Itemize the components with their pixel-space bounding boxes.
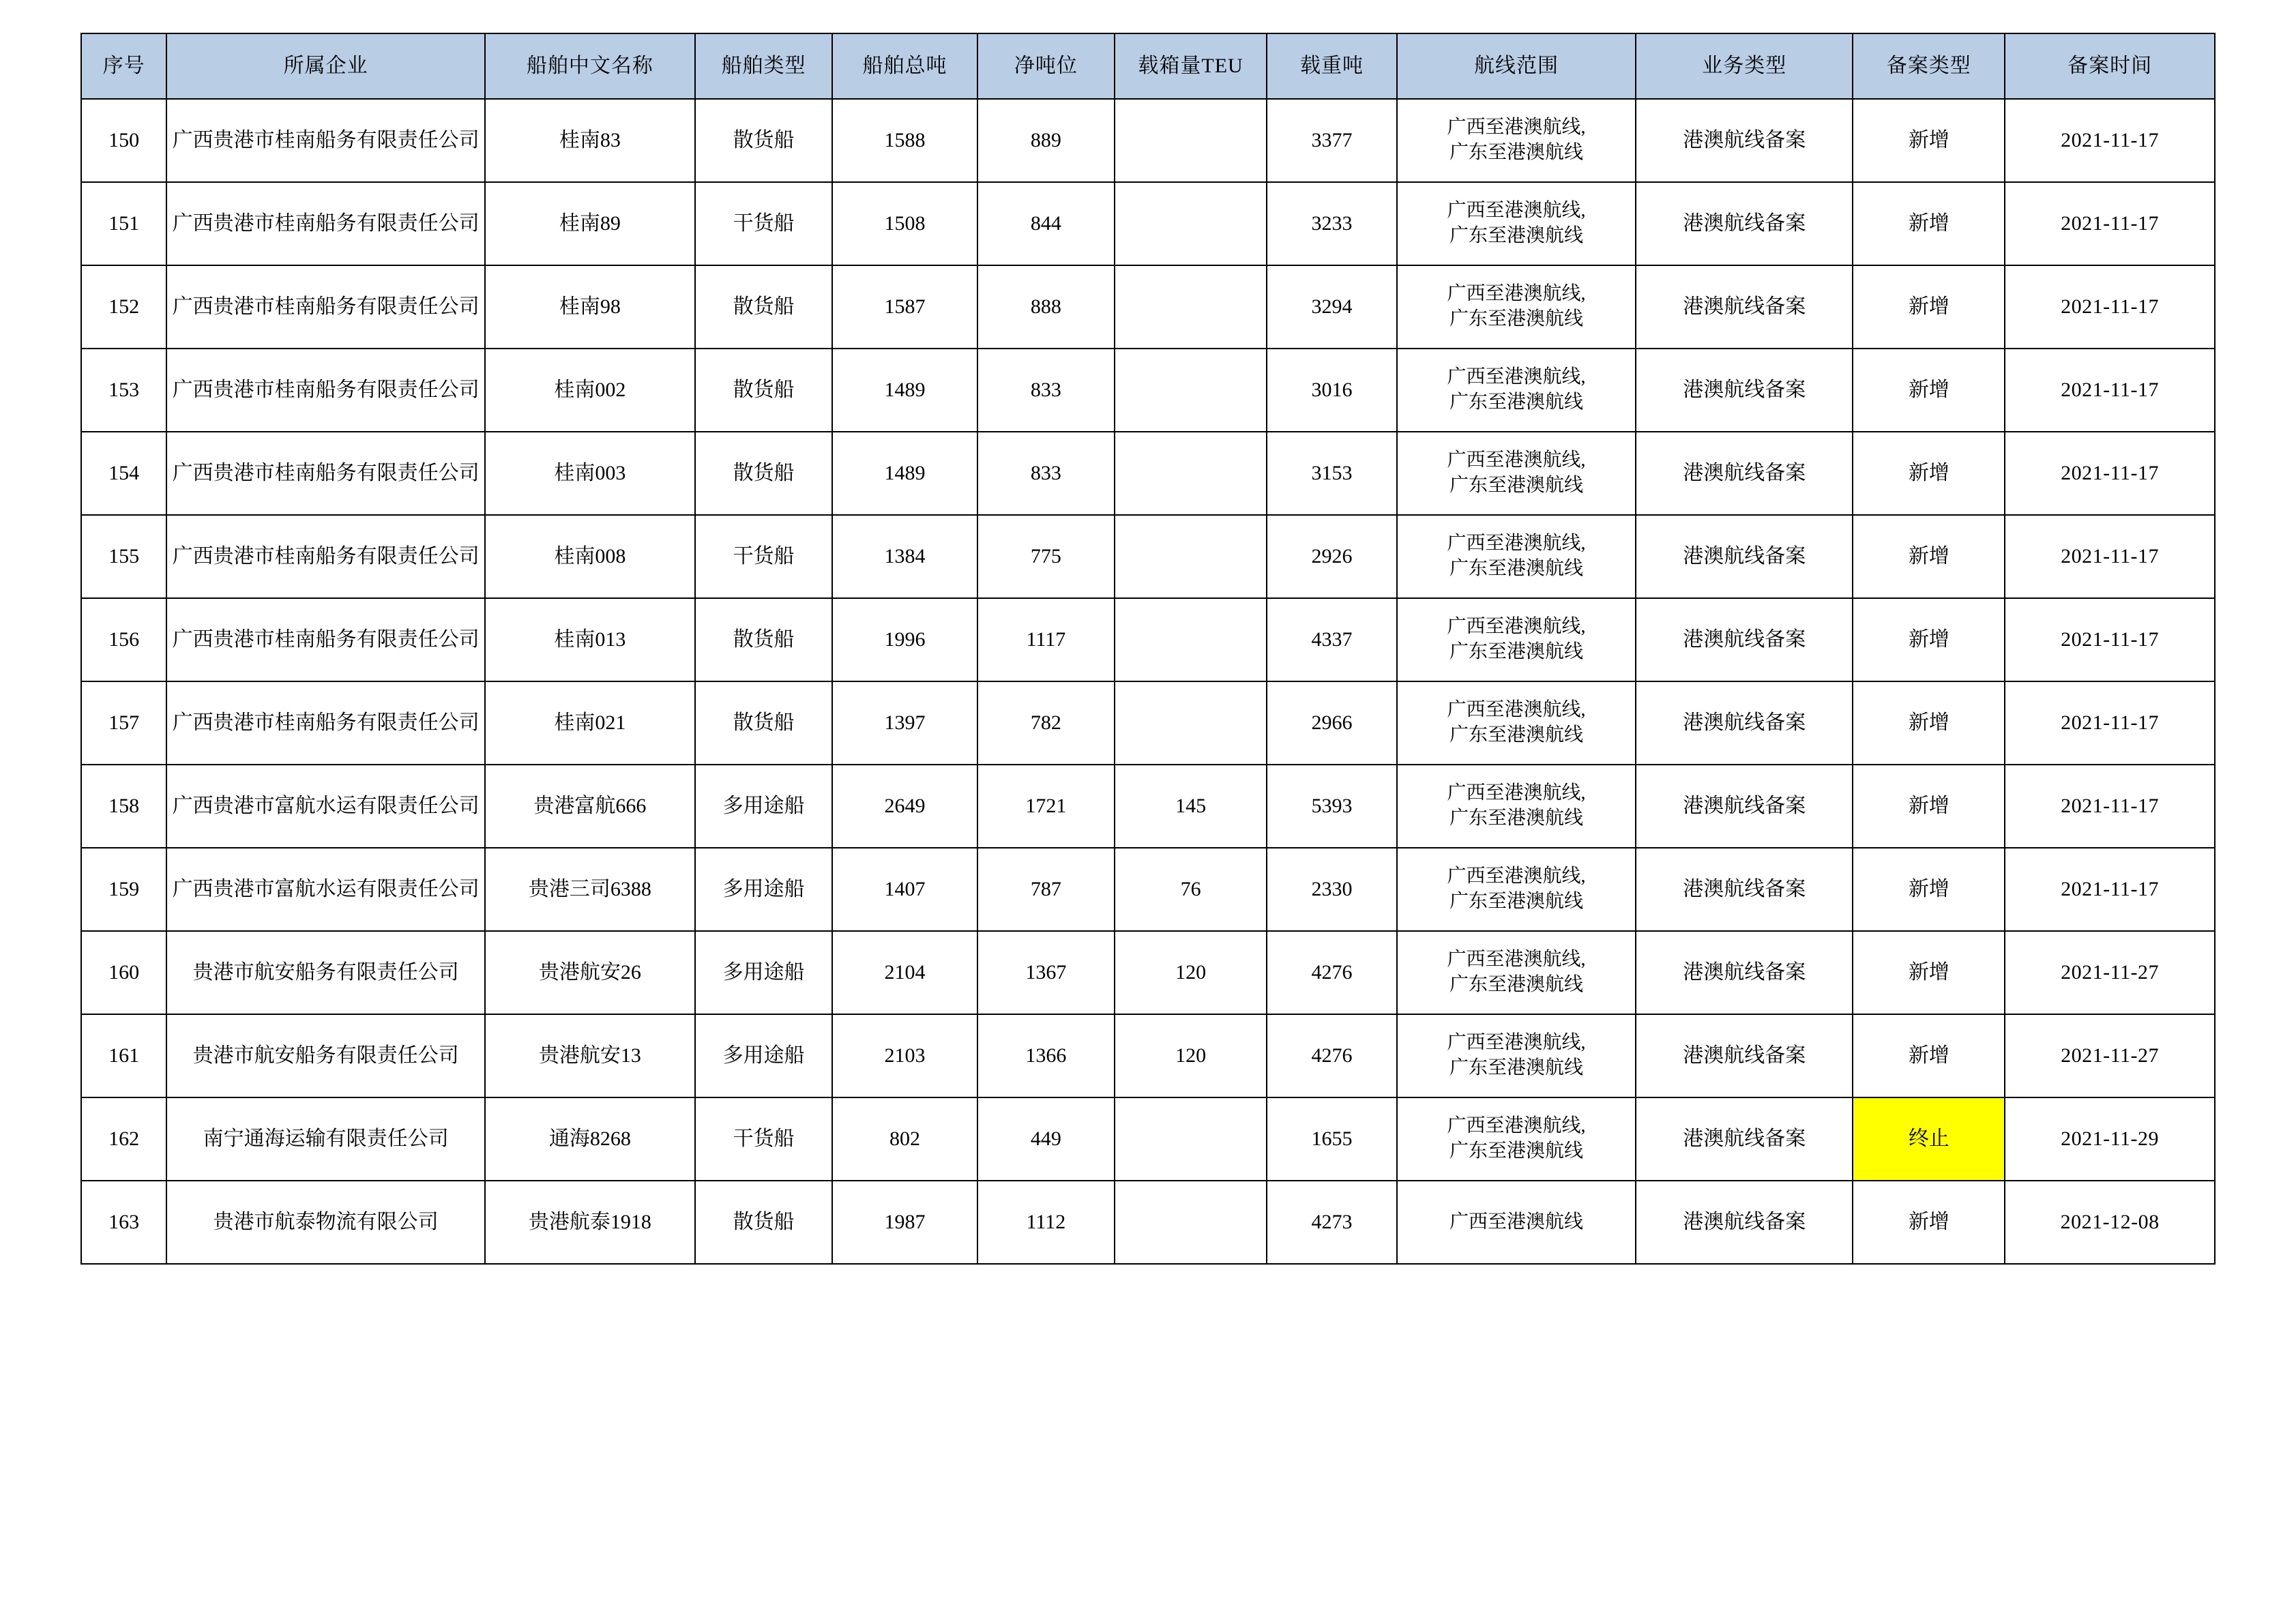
route-line-secondary: 广东至港澳航线: [1449, 1057, 1584, 1078]
table-row: [81, 1181, 2215, 1264]
row-record-type: 新增: [1853, 349, 2005, 432]
row-route-range: [1397, 681, 1636, 765]
row-record-type: 新增: [1853, 99, 2005, 182]
column-header-company: 所属企业: [166, 33, 485, 99]
column-header-record-type: 备案类型: [1853, 33, 2005, 99]
table-row: [81, 931, 2215, 1014]
row-gross-tonnage: 1587: [832, 265, 977, 349]
route-line-secondary: 广东至港澳航线: [1449, 392, 1584, 413]
row-deadweight: 4273: [1267, 1181, 1397, 1264]
route-line-primary: 广西至港澳航线,: [1447, 1032, 1586, 1054]
row-route-range: [1397, 1014, 1636, 1097]
row-net-tonnage: 833: [977, 432, 1115, 515]
row-deadweight: 3233: [1267, 182, 1397, 265]
row-route-range: [1397, 265, 1636, 349]
table-body: [81, 99, 2215, 1264]
row-company: 贵港市航安船务有限责任公司: [166, 931, 485, 1014]
row-business-type: 港澳航线备案: [1636, 765, 1853, 848]
row-record-type: 新增: [1853, 681, 2005, 765]
row-business-type: 港澳航线备案: [1636, 681, 1853, 765]
route-line-secondary: 广东至港澳航线: [1449, 142, 1584, 163]
route-line-primary: 广西至港澳航线,: [1447, 866, 1586, 887]
row-record-date: 2021-11-17: [2005, 432, 2215, 515]
row-ship-name: 贵港富航666: [485, 765, 695, 848]
route-line-secondary: 广东至港澳航线: [1449, 641, 1584, 662]
row-company: 广西贵港市桂南船务有限责任公司: [166, 681, 485, 765]
row-business-type: 港澳航线备案: [1636, 1181, 1853, 1264]
row-ship-type: 散货船: [695, 598, 833, 681]
column-header-net-tonnage: 净吨位: [977, 33, 1115, 99]
row-ship-type: 多用途船: [695, 931, 833, 1014]
row-teu: [1115, 349, 1267, 432]
table-row: [81, 1097, 2215, 1181]
row-route-range: [1397, 515, 1636, 598]
row-company: 广西贵港市桂南船务有限责任公司: [166, 349, 485, 432]
row-gross-tonnage: 1996: [832, 598, 977, 681]
row-company: 广西贵港市桂南船务有限责任公司: [166, 99, 485, 182]
route-line-secondary: 广东至港澳航线: [1449, 225, 1584, 246]
row-deadweight: 3153: [1267, 432, 1397, 515]
row-deadweight: 4337: [1267, 598, 1397, 681]
row-company: 贵港市航安船务有限责任公司: [166, 1014, 485, 1097]
row-company: 贵港市航泰物流有限公司: [166, 1181, 485, 1264]
row-ship-name: 桂南021: [485, 681, 695, 765]
row-record-type: 新增: [1853, 182, 2005, 265]
row-deadweight: 2926: [1267, 515, 1397, 598]
table-row: [81, 515, 2215, 598]
row-ship-name: 贵港航安26: [485, 931, 695, 1014]
route-line-primary: 广西至港澳航线,: [1447, 949, 1586, 971]
table-row: [81, 1014, 2215, 1097]
column-header-ship-name: 船舶中文名称: [485, 33, 695, 99]
row-deadweight: 2330: [1267, 848, 1397, 931]
route-line-primary: 广西至港澳航线: [1449, 1211, 1584, 1232]
row-route-range: [1397, 931, 1636, 1014]
column-header-ship-type: 船舶类型: [695, 33, 833, 99]
row-ship-type: 多用途船: [695, 1014, 833, 1097]
row-teu: [1115, 598, 1267, 681]
route-line-primary: 广西至港澳航线,: [1447, 283, 1586, 305]
column-header-index: 序号: [81, 33, 166, 99]
column-header-business-type: 业务类型: [1636, 33, 1853, 99]
row-gross-tonnage: 1508: [832, 182, 977, 265]
column-header-gross-tonnage: 船舶总吨: [832, 33, 977, 99]
row-index: 157: [81, 681, 166, 765]
row-ship-type: 散货船: [695, 1181, 833, 1264]
row-record-date: 2021-11-17: [2005, 848, 2215, 931]
row-net-tonnage: 833: [977, 349, 1115, 432]
row-record-date: 2021-12-08: [2005, 1181, 2215, 1264]
route-line-primary: 广西至港澳航线,: [1447, 200, 1586, 222]
route-line-secondary: 广东至港澳航线: [1449, 808, 1584, 829]
row-ship-name: 桂南008: [485, 515, 695, 598]
row-record-date: 2021-11-17: [2005, 515, 2215, 598]
row-record-date: 2021-11-17: [2005, 765, 2215, 848]
row-index: 163: [81, 1181, 166, 1264]
row-ship-type: 多用途船: [695, 765, 833, 848]
row-record-date: 2021-11-17: [2005, 99, 2215, 182]
row-business-type: 港澳航线备案: [1636, 598, 1853, 681]
row-ship-type: 干货船: [695, 182, 833, 265]
row-business-type: 港澳航线备案: [1636, 931, 1853, 1014]
row-gross-tonnage: 2103: [832, 1014, 977, 1097]
row-index: 155: [81, 515, 166, 598]
row-ship-type: 干货船: [695, 515, 833, 598]
route-line-primary: 广西至港澳航线,: [1447, 616, 1586, 638]
row-ship-name: 桂南98: [485, 265, 695, 349]
route-line-secondary: 广东至港澳航线: [1449, 891, 1584, 912]
row-business-type: 港澳航线备案: [1636, 1014, 1853, 1097]
row-route-range: [1397, 432, 1636, 515]
table-row: [81, 182, 2215, 265]
row-record-date: 2021-11-27: [2005, 1014, 2215, 1097]
row-company: 南宁通海运输有限责任公司: [166, 1097, 485, 1181]
row-company: 广西贵港市桂南船务有限责任公司: [166, 515, 485, 598]
row-business-type: 港澳航线备案: [1636, 432, 1853, 515]
row-ship-name: 桂南89: [485, 182, 695, 265]
route-line-secondary: 广东至港澳航线: [1449, 724, 1584, 745]
route-line-secondary: 广东至港澳航线: [1449, 1140, 1584, 1162]
row-teu: [1115, 432, 1267, 515]
route-line-primary: 广西至港澳航线,: [1447, 699, 1586, 721]
route-line-secondary: 广东至港澳航线: [1449, 308, 1584, 329]
route-line-primary: 广西至港澳航线,: [1447, 1115, 1586, 1137]
row-net-tonnage: 782: [977, 681, 1115, 765]
row-record-type: 新增: [1853, 1181, 2005, 1264]
row-deadweight: 2966: [1267, 681, 1397, 765]
row-company: 广西贵港市富航水运有限责任公司: [166, 765, 485, 848]
row-net-tonnage: 1367: [977, 931, 1115, 1014]
row-record-date: 2021-11-29: [2005, 1097, 2215, 1181]
row-company: 广西贵港市富航水运有限责任公司: [166, 848, 485, 931]
row-gross-tonnage: 1588: [832, 99, 977, 182]
column-header-deadweight: 载重吨: [1267, 33, 1397, 99]
row-ship-type: 散货船: [695, 349, 833, 432]
row-record-type: 新增: [1853, 515, 2005, 598]
table-row: [81, 265, 2215, 349]
row-gross-tonnage: 1397: [832, 681, 977, 765]
row-record-type: 新增: [1853, 848, 2005, 931]
row-ship-name: 贵港航泰1918: [485, 1181, 695, 1264]
table-row: [81, 765, 2215, 848]
row-company: 广西贵港市桂南船务有限责任公司: [166, 598, 485, 681]
row-business-type: 港澳航线备案: [1636, 1097, 1853, 1181]
row-record-date: 2021-11-17: [2005, 182, 2215, 265]
row-record-type: 新增: [1853, 931, 2005, 1014]
route-line-secondary: 广东至港澳航线: [1449, 558, 1584, 579]
route-line-primary: 广西至港澳航线,: [1447, 366, 1586, 388]
row-record-type: 终止: [1853, 1097, 2005, 1181]
row-business-type: 港澳航线备案: [1636, 349, 1853, 432]
row-gross-tonnage: 1407: [832, 848, 977, 931]
row-route-range: [1397, 1181, 1636, 1264]
table-row: [81, 848, 2215, 931]
row-route-range: [1397, 1097, 1636, 1181]
row-gross-tonnage: 1489: [832, 432, 977, 515]
row-ship-name: 桂南002: [485, 349, 695, 432]
row-record-type: 新增: [1853, 265, 2005, 349]
table-row: [81, 681, 2215, 765]
row-ship-name: 通海8268: [485, 1097, 695, 1181]
row-teu: [1115, 1097, 1267, 1181]
row-deadweight: 3016: [1267, 349, 1397, 432]
route-line-primary: 广西至港澳航线,: [1447, 782, 1586, 804]
row-net-tonnage: 775: [977, 515, 1115, 598]
row-index: 153: [81, 349, 166, 432]
row-ship-type: 散货船: [695, 265, 833, 349]
ship-registration-table: [80, 33, 2216, 1265]
row-ship-name: 桂南013: [485, 598, 695, 681]
table-header: [81, 33, 2215, 99]
row-gross-tonnage: 1987: [832, 1181, 977, 1264]
row-index: 150: [81, 99, 166, 182]
row-index: 158: [81, 765, 166, 848]
row-teu: 120: [1115, 931, 1267, 1014]
row-gross-tonnage: 1384: [832, 515, 977, 598]
row-net-tonnage: 888: [977, 265, 1115, 349]
row-ship-name: 桂南003: [485, 432, 695, 515]
row-company: 广西贵港市桂南船务有限责任公司: [166, 265, 485, 349]
row-record-type: 新增: [1853, 598, 2005, 681]
row-ship-name: 贵港航安13: [485, 1014, 695, 1097]
row-record-type: 新增: [1853, 432, 2005, 515]
row-deadweight: 3294: [1267, 265, 1397, 349]
column-header-record-date: 备案时间: [2005, 33, 2215, 99]
table-row: [81, 432, 2215, 515]
row-ship-type: 多用途船: [695, 848, 833, 931]
row-ship-type: 散货船: [695, 432, 833, 515]
row-record-type: 新增: [1853, 765, 2005, 848]
row-record-date: 2021-11-17: [2005, 265, 2215, 349]
row-index: 152: [81, 265, 166, 349]
row-company: 广西贵港市桂南船务有限责任公司: [166, 432, 485, 515]
row-teu: [1115, 265, 1267, 349]
row-ship-name: 桂南83: [485, 99, 695, 182]
row-route-range: [1397, 349, 1636, 432]
row-net-tonnage: 844: [977, 182, 1115, 265]
row-gross-tonnage: 2104: [832, 931, 977, 1014]
row-index: 161: [81, 1014, 166, 1097]
row-route-range: [1397, 598, 1636, 681]
row-gross-tonnage: 2649: [832, 765, 977, 848]
row-company: 广西贵港市桂南船务有限责任公司: [166, 182, 485, 265]
row-net-tonnage: 1366: [977, 1014, 1115, 1097]
row-index: 160: [81, 931, 166, 1014]
route-line-secondary: 广东至港澳航线: [1449, 475, 1584, 496]
row-ship-type: 散货船: [695, 681, 833, 765]
row-index: 159: [81, 848, 166, 931]
row-net-tonnage: 1721: [977, 765, 1115, 848]
row-deadweight: 4276: [1267, 1014, 1397, 1097]
row-route-range: [1397, 99, 1636, 182]
column-header-teu: 载箱量TEU: [1115, 33, 1267, 99]
row-deadweight: 1655: [1267, 1097, 1397, 1181]
row-record-date: 2021-11-17: [2005, 349, 2215, 432]
row-deadweight: 5393: [1267, 765, 1397, 848]
row-gross-tonnage: 802: [832, 1097, 977, 1181]
row-business-type: 港澳航线备案: [1636, 515, 1853, 598]
row-teu: [1115, 1181, 1267, 1264]
row-teu: [1115, 681, 1267, 765]
row-index: 151: [81, 182, 166, 265]
route-line-primary: 广西至港澳航线,: [1447, 533, 1586, 555]
route-line-secondary: 广东至港澳航线: [1449, 974, 1584, 995]
table-row: [81, 598, 2215, 681]
row-net-tonnage: 1112: [977, 1181, 1115, 1264]
row-teu: [1115, 182, 1267, 265]
row-ship-name: 贵港三司6388: [485, 848, 695, 931]
row-net-tonnage: 787: [977, 848, 1115, 931]
column-header-route-range: 航线范围: [1397, 33, 1636, 99]
row-business-type: 港澳航线备案: [1636, 265, 1853, 349]
row-record-date: 2021-11-27: [2005, 931, 2215, 1014]
row-record-type: 新增: [1853, 1014, 2005, 1097]
row-ship-type: 散货船: [695, 99, 833, 182]
row-index: 154: [81, 432, 166, 515]
row-ship-type: 干货船: [695, 1097, 833, 1181]
row-index: 162: [81, 1097, 166, 1181]
row-route-range: [1397, 182, 1636, 265]
row-record-date: 2021-11-17: [2005, 598, 2215, 681]
row-route-range: [1397, 848, 1636, 931]
route-line-primary: 广西至港澳航线,: [1447, 449, 1586, 471]
row-teu: 120: [1115, 1014, 1267, 1097]
row-record-date: 2021-11-17: [2005, 681, 2215, 765]
row-teu: 145: [1115, 765, 1267, 848]
row-teu: 76: [1115, 848, 1267, 931]
row-net-tonnage: 449: [977, 1097, 1115, 1181]
row-business-type: 港澳航线备案: [1636, 848, 1853, 931]
table-row: [81, 99, 2215, 182]
table-row: [81, 349, 2215, 432]
row-teu: [1115, 515, 1267, 598]
row-business-type: 港澳航线备案: [1636, 99, 1853, 182]
row-business-type: 港澳航线备案: [1636, 182, 1853, 265]
row-teu: [1115, 99, 1267, 182]
route-line-primary: 广西至港澳航线,: [1447, 117, 1586, 138]
row-net-tonnage: 1117: [977, 598, 1115, 681]
row-gross-tonnage: 1489: [832, 349, 977, 432]
row-net-tonnage: 889: [977, 99, 1115, 182]
row-deadweight: 3377: [1267, 99, 1397, 182]
row-index: 156: [81, 598, 166, 681]
row-route-range: [1397, 765, 1636, 848]
row-deadweight: 4276: [1267, 931, 1397, 1014]
header-row: [81, 33, 2215, 99]
